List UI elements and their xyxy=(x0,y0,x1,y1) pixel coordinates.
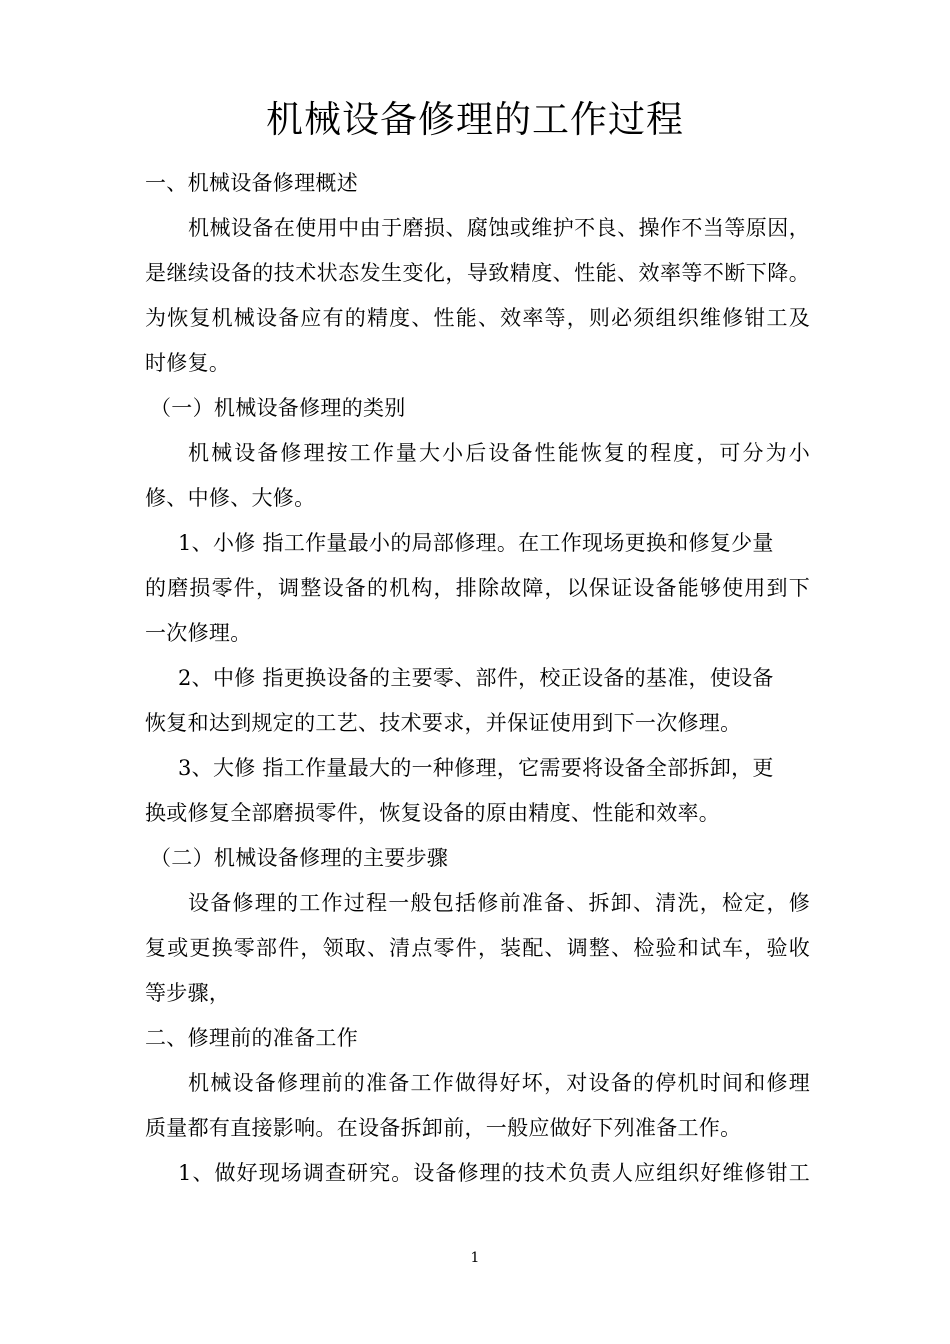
paragraph-line: 时修复。 xyxy=(145,351,231,375)
paragraph-line: 恢复和达到规定的工艺、技术要求，并保证使用到下一次修理。 xyxy=(145,711,742,735)
paragraph-line: 等步骤， xyxy=(145,981,231,1005)
list-item-minor-repair: 1、小修 指工作量最小的局部修理。在工作现场更换和修复少量 xyxy=(178,531,774,555)
subsection-heading-2: （二）机械设备修理的主要步骤 xyxy=(150,846,449,870)
paragraph-line: 设备修理的工作过程一般包括修前准备、拆卸、清洗，检定，修 xyxy=(188,891,810,915)
paragraph-line: 是继续设备的技术状态发生变化，导致精度、性能、效率等不断下降。 xyxy=(145,261,810,285)
list-item-medium-repair: 2、中修 指更换设备的主要零、部件，校正设备的基准，使设备 xyxy=(178,666,774,690)
paragraph-line: 机械设备在使用中由于磨损、腐蚀或维护不良、操作不当等原因， xyxy=(188,216,810,240)
paragraph-line: 修、中修、大修。 xyxy=(145,486,316,510)
paragraph-line: 机械设备修理前的准备工作做得好坏，对设备的停机时间和修理 xyxy=(188,1071,810,1095)
subsection-heading-1: （一）机械设备修理的类别 xyxy=(150,396,406,420)
paragraph-line: 为恢复机械设备应有的精度、性能、效率等，则必须组织维修钳工及 xyxy=(145,306,810,330)
page-number: 1 xyxy=(470,1250,480,1266)
section-heading-2: 二、修理前的准备工作 xyxy=(145,1026,358,1050)
section-heading-1: 一、机械设备修理概述 xyxy=(145,171,358,195)
paragraph-line: 质量都有直接影响。在设备拆卸前，一般应做好下列准备工作。 xyxy=(145,1116,742,1140)
paragraph-line: 一次修理。 xyxy=(145,621,252,645)
list-item-site-survey: 1、做好现场调查研究。设备修理的技术负责人应组织好维修钳工 xyxy=(178,1161,810,1185)
document-title: 机械设备修理的工作过程 xyxy=(266,98,684,141)
paragraph-line: 复或更换零部件，领取、清点零件，装配、调整、检验和试车，验收 xyxy=(145,936,810,960)
list-item-major-repair: 3、大修 指工作量最大的一种修理，它需要将设备全部拆卸，更 xyxy=(178,756,774,780)
paragraph-line: 的磨损零件，调整设备的机构，排除故障，以保证设备能够使用到下 xyxy=(145,576,810,600)
paragraph-line: 换或修复全部磨损零件，恢复设备的原由精度、性能和效率。 xyxy=(145,801,721,825)
paragraph-line: 机械设备修理按工作量大小后设备性能恢复的程度，可分为小 xyxy=(188,441,810,465)
